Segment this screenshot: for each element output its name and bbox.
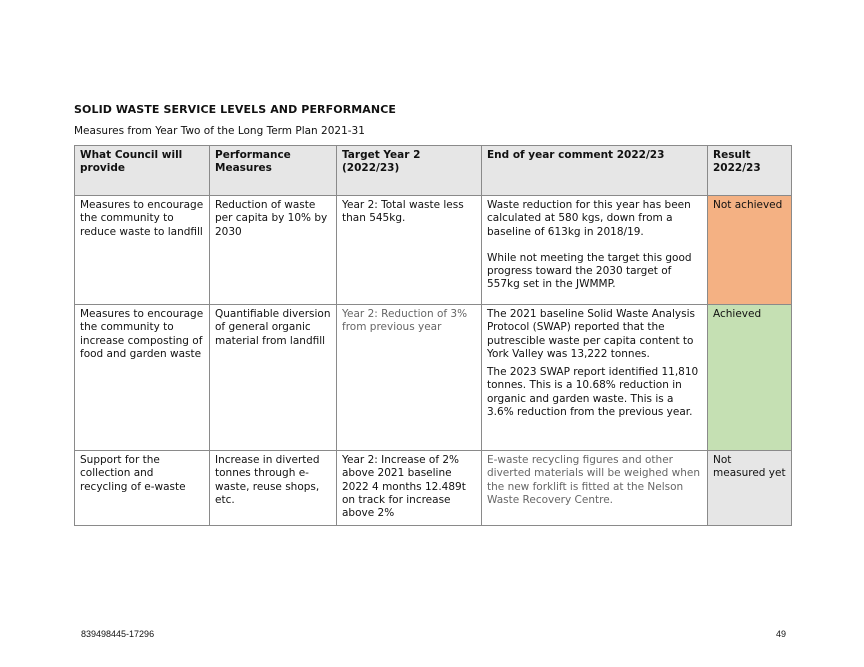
header-end-of-year-comment: End of year comment 2022/23 xyxy=(482,146,708,196)
cell-provide: Measures to encourage the community to reduce waste to landfill xyxy=(75,196,210,305)
performance-table xyxy=(74,145,792,526)
cell-target: Year 2: Increase of 2% above 2021 baseline 2022 4 months 12.489t on track for increase above 2% xyxy=(337,451,482,526)
cell-comment xyxy=(482,305,708,451)
cell-result-achieved: Achieved xyxy=(708,305,792,451)
section-subheading: Measures from Year Two of the Long Term Plan 2021-31 xyxy=(74,125,365,137)
footer-document-id: 839498445-17296 xyxy=(81,629,155,639)
comment-paragraph: Waste reduction for this year has been calculated at 580 kgs, down from a baseline of 613kg in 2018/19. xyxy=(487,199,691,238)
table-row xyxy=(75,305,792,451)
cell-provide: Support for the collection and recycling of e-waste xyxy=(75,451,210,526)
cell-target: Year 2: Reduction of 3% from previous year xyxy=(337,305,482,451)
comment-paragraph: While not meeting the target this good progress toward the 2030 target of 557kg set in the JWMMP. xyxy=(487,251,692,291)
header-what-council-will-provide: What Council will provide xyxy=(75,146,210,196)
table-row xyxy=(75,196,792,305)
comment-paragraph: E-waste recycling figures and other diverted materials will be weighed when the new forklift is fitted at the Nelson Waste Recovery Centre. xyxy=(487,454,701,506)
cell-measure: Reduction of waste per capita by 10% by 2030 xyxy=(210,196,337,305)
cell-provide: Measures to encourage the community to increase composting of food and garden waste xyxy=(75,305,210,451)
cell-measure: Quantifiable diversion of general organic material from landfill xyxy=(210,305,337,451)
cell-result-not-measured: Not measured yet xyxy=(708,451,792,526)
comment-paragraph: The 2023 SWAP report identified 11,810 tonnes. This is a 10.68% reduction in organic and garden waste. This is a 3.6% reduction from the previous year. xyxy=(487,366,699,419)
cell-measure: Increase in diverted tonnes through e-waste, reuse shops, etc. xyxy=(210,451,337,526)
header-result: Result 2022/23 xyxy=(708,146,792,196)
comment-paragraph: The 2021 baseline Solid Waste Analysis Protocol (SWAP) reported that the putrescible waste per capita content to York Valley was 13,222 tonnes. xyxy=(487,308,695,360)
cell-comment xyxy=(482,451,708,526)
cell-comment xyxy=(482,196,708,305)
footer-page-number: 49 xyxy=(775,629,786,639)
section-heading: SOLID WASTE SERVICE LEVELS AND PERFORMANCE xyxy=(74,103,397,116)
header-target-year-2: Target Year 2 (2022/23) xyxy=(337,146,482,196)
table-row xyxy=(75,451,792,526)
cell-target: Year 2: Total waste less than 545kg. xyxy=(337,196,482,305)
table-header-row xyxy=(75,146,792,196)
cell-result-not-achieved: Not achieved xyxy=(708,196,792,305)
header-performance-measures: Performance Measures xyxy=(210,146,337,196)
